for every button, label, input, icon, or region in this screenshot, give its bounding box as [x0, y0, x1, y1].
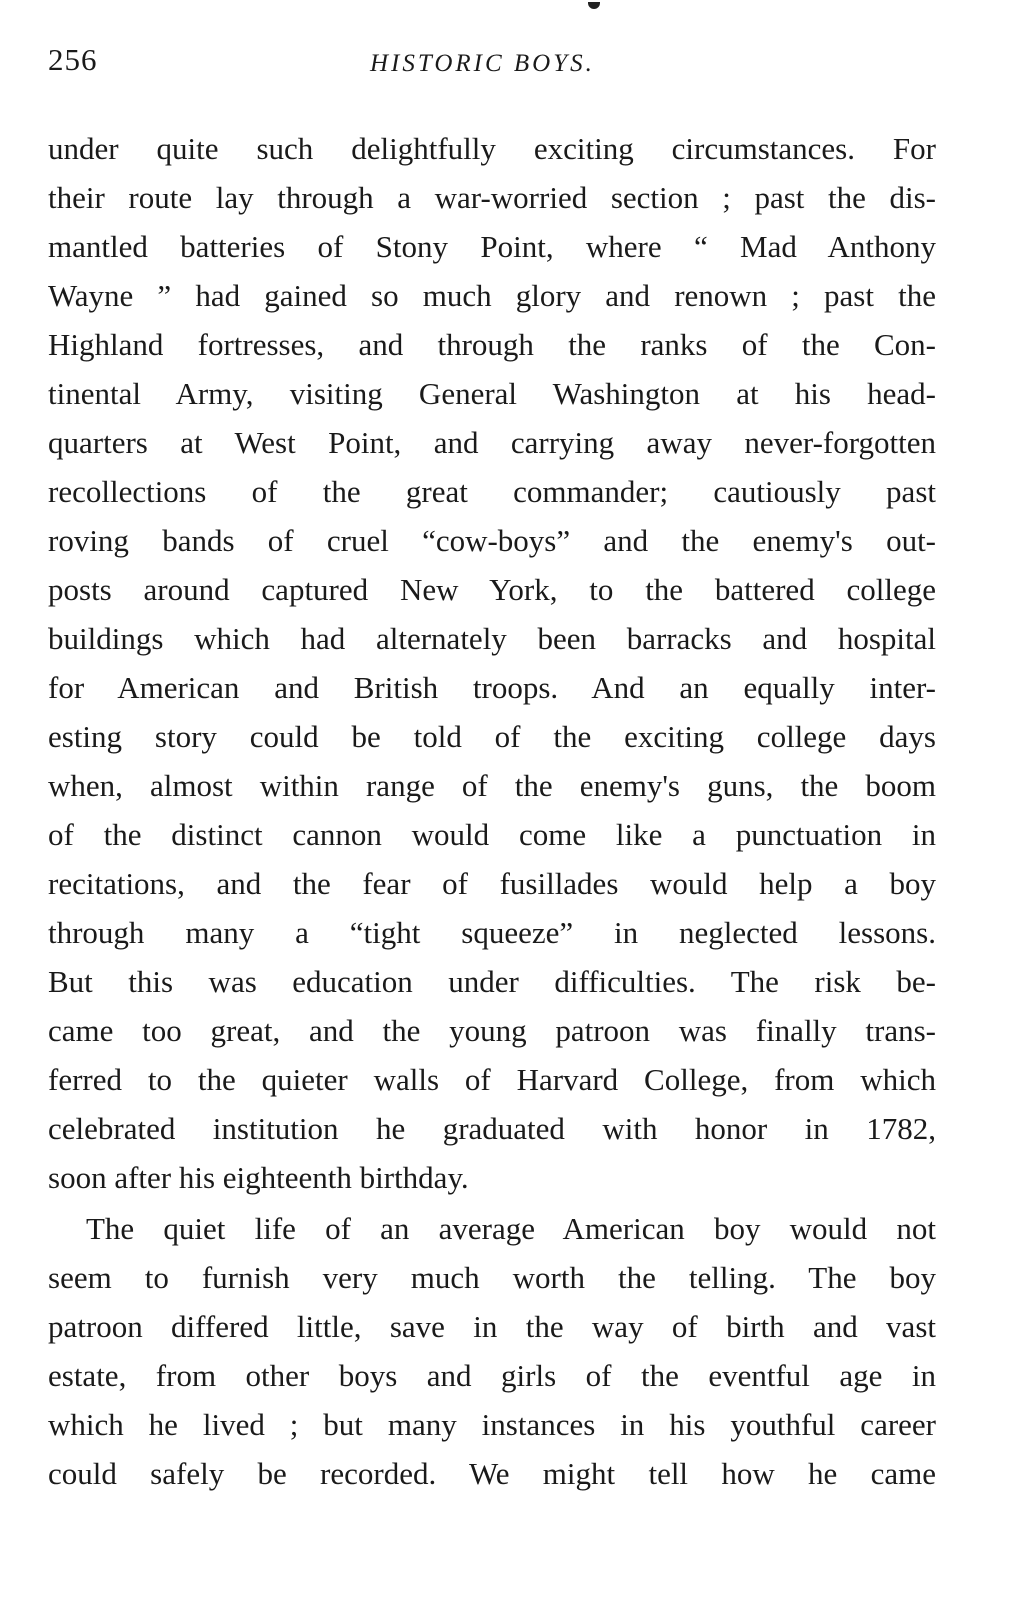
- page-top-mark: [588, 2, 600, 9]
- text-line: quarters at West Point, and carrying away never-forgotten: [48, 425, 936, 460]
- text-line: through many a “tight squeeze” in neglected lessons.: [48, 915, 936, 950]
- text-line: mantled batteries of Stony Point, where “ Mad Anthony: [48, 229, 936, 264]
- text-line: buildings which had alternately been barracks and hospital: [48, 621, 936, 656]
- text-line: when, almost within range of the enemy's guns, the boom: [48, 768, 936, 803]
- text-line: Highland fortresses, and through the ranks of the Con-: [48, 327, 936, 362]
- text-line: for American and British troops. And an equally inter-: [48, 670, 936, 705]
- text-line: seem to furnish very much worth the telling. The boy: [48, 1260, 936, 1295]
- text-line: recitations, and the fear of fusillades would help a boy: [48, 866, 936, 901]
- text-line: esting story could be told of the exciting college days: [48, 719, 936, 754]
- paragraph: [48, 1204, 936, 1498]
- page-number: 256: [48, 42, 98, 77]
- body-text: [48, 124, 936, 1498]
- paragraph: [48, 124, 936, 1202]
- text-line: But this was education under difficulties. The risk be-: [48, 964, 936, 999]
- text-line: recollections of the great commander; cautiously past: [48, 474, 936, 509]
- text-line: of the distinct cannon would come like a punctuation in: [48, 817, 936, 852]
- running-head: [48, 42, 936, 90]
- text-line: their route lay through a war-worried section ; past the dis-: [48, 180, 936, 215]
- text-line: came too great, and the young patroon was finally trans-: [48, 1013, 936, 1048]
- text-line: under quite such delightfully exciting circumstances. For: [48, 131, 936, 166]
- running-title: HISTORIC BOYS.: [370, 50, 595, 77]
- text-line: patroon differed little, save in the way of birth and vast: [48, 1309, 936, 1344]
- text-line: tinental Army, visiting General Washington at his head-: [48, 376, 936, 411]
- text-line: roving bands of cruel “cow-boys” and the enemy's out-: [48, 523, 936, 558]
- text-line: Wayne ” had gained so much glory and renown ; past the: [48, 278, 936, 313]
- text-line: could safely be recorded. We might tell how he came: [48, 1456, 936, 1491]
- text-line: soon after his eighteenth birthday.: [48, 1160, 469, 1195]
- text-line: The quiet life of an average American boy would not: [86, 1211, 936, 1246]
- paragraphs: [48, 124, 936, 1498]
- text-line: celebrated institution he graduated with honor in 1782,: [48, 1111, 936, 1146]
- text-line: estate, from other boys and girls of the eventful age in: [48, 1358, 936, 1393]
- text-line: which he lived ; but many instances in his youthful career: [48, 1407, 936, 1442]
- text-line: ferred to the quieter walls of Harvard College, from which: [48, 1062, 936, 1097]
- text-line: posts around captured New York, to the battered college: [48, 572, 936, 607]
